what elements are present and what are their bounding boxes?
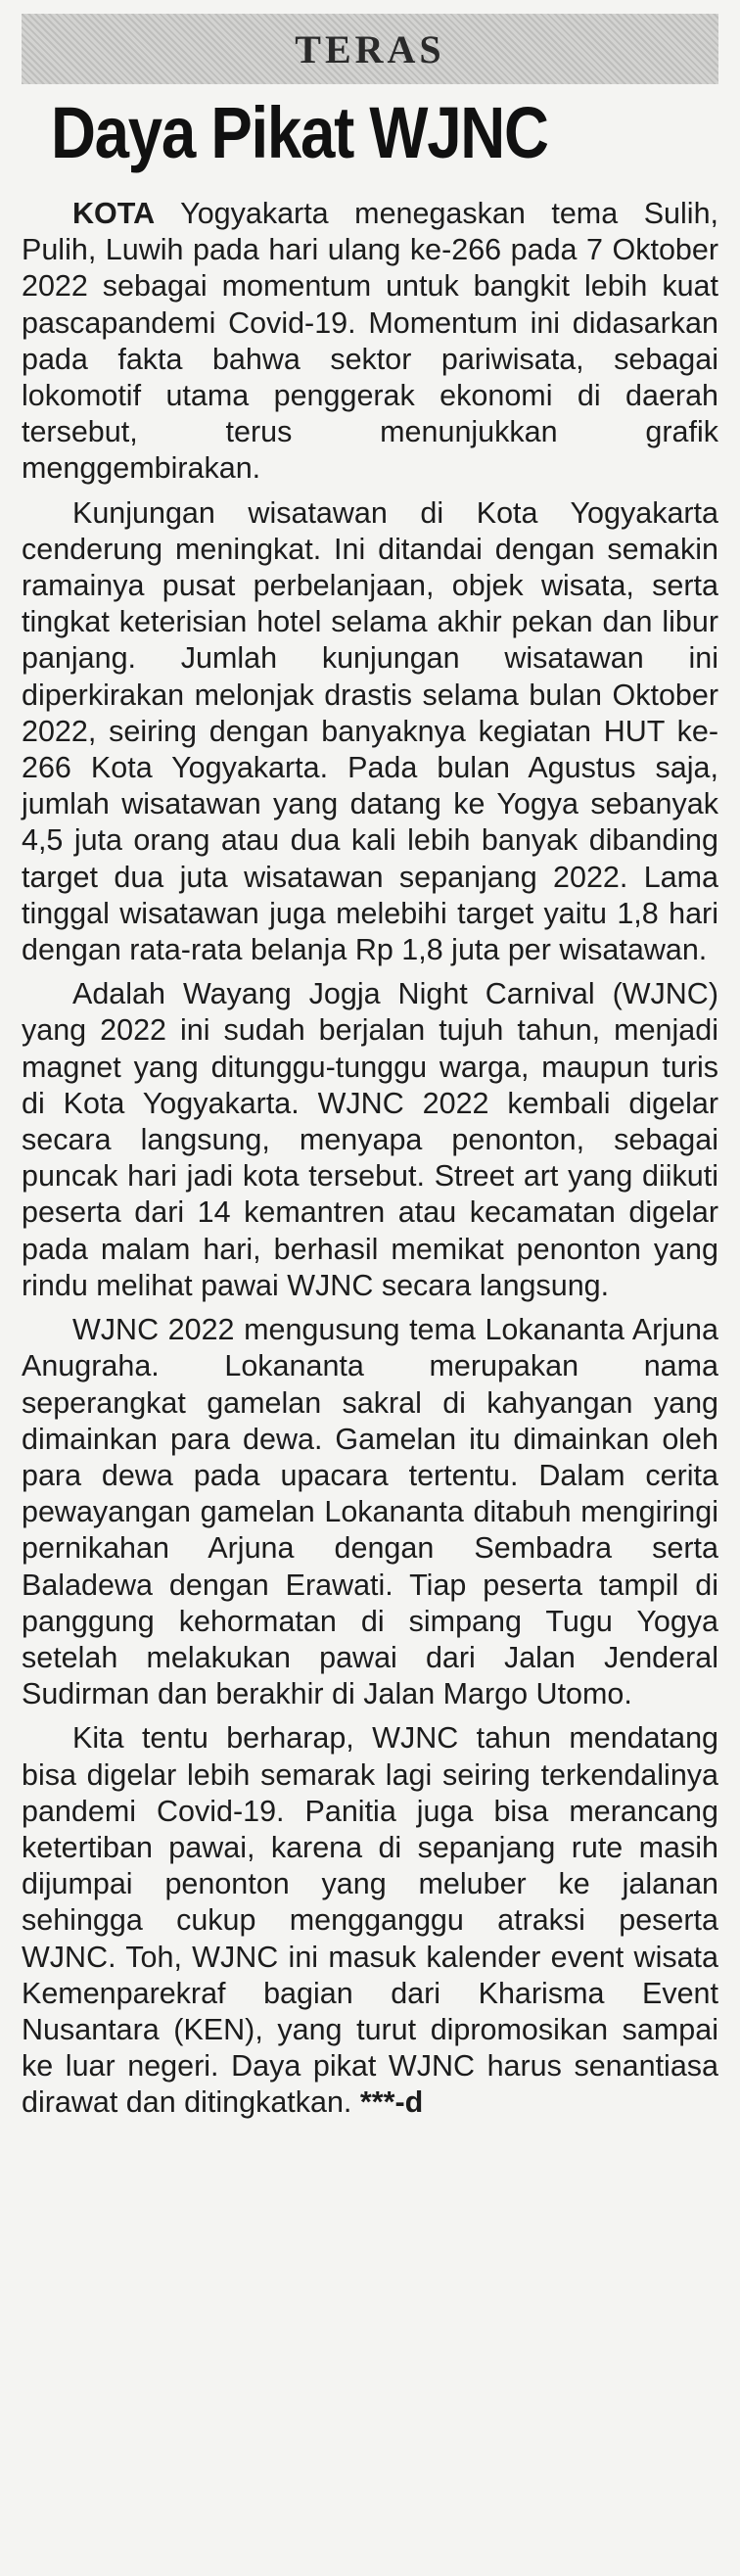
rubric-label: TERAS [295, 26, 445, 71]
lead-word: KOTA [72, 197, 156, 230]
paragraph-text: WJNC 2022 mengusung tema Lokananta Arjuna Anugraha. Lokananta merupakan nama seperangkat gamelan sakral di kahyangan yang dimainkan para dewa. Gamelan itu dimainkan oleh para dewa pada upacara tertentu. Dalam cerita pewayangan gamelan Lokananta ditabuh mengiringi pernikahan Arjuna dengan Sembadra serta Baladewa dengan Erawati. Tiap peserta tampil di panggung kehormatan di simpang Tugu Yogya setelah melakukan pawai dari Jalan Jenderal Sudirman dan berakhir di Jalan Margo Utomo. [22, 1313, 718, 1711]
author-sign: ***-d [359, 2085, 424, 2120]
headline: Daya Pikat WJNC [51, 92, 548, 173]
paragraph-text: Yogyakarta menegaskan tema Sulih, Pulih, Luwih pada hari ulang ke-266 pada 7 Oktober 2022 sebagai momentum untuk bangkit lebih kuat pascapandemi Covid-19. Momentum ini didasarkan pada fakta bahwa sektor pariwisata, sebagai lokomotif utama penggerak ekonomi di daerah tersebut, terus menunjukkan grafik menggembirakan. [22, 197, 718, 486]
paragraph-4 [22, 1312, 718, 1712]
paragraph-3 [22, 976, 718, 1304]
paragraph-5 [22, 1720, 718, 2121]
paragraph-text: Kunjungan wisatawan di Kota Yogyakarta cenderung meningkat. Ini ditandai dengan semakin ramainya pusat perbelanjaan, objek wisata, serta tingkat keterisian hotel selama akhir pekan dan libur panjang. Jumlah kunjungan wisatawan ini diperkirakan melonjak drastis selama bulan Oktober 2022, seiring dengan banyaknya kegiatan HUT ke-266 Kota Yogyakarta. Pada bulan Agustus saja, jumlah wisatawan yang datang ke Yogya sebanyak 4,5 juta orang atau dua kali lebih banyak dibanding target dua juta wisatawan sepanjang 2022. Lama tinggal wisatawan juga melebihi target yaitu 1,8 hari dengan rata-rata belanja Rp 1,8 juta per wisatawan. [22, 495, 718, 967]
paragraph-1 [22, 196, 718, 488]
paragraph-2 [22, 495, 718, 969]
paragraph-text: Adalah Wayang Jogja Night Carnival (WJNC) yang 2022 ini sudah berjalan tujuh tahun, menjadi magnet yang ditunggu-tunggu warga, maupun turis di Kota Yogyakarta. WJNC 2022 kembali digelar secara langsung, menyapa penonton, sebagai puncak hari jadi kota tersebut. Street art yang diikuti peserta dari 14 kemantren atau kecamatan digelar pada malam hari, berhasil memikat penonton yang rindu melihat pawai WJNC secara langsung. [22, 977, 718, 1302]
rubric-banner [22, 14, 718, 84]
paragraph-text: Kita tentu berharap, WJNC tahun mendatang bisa digelar lebih semarak lagi seiring terkendalinya pandemi Covid-19. Panitia juga bisa merancang ketertiban pawai, karena di sepanjang rute masih dijumpai penonton yang meluber ke jalanan sehingga cukup mengganggu atraksi peserta WJNC. Toh, WJNC ini masuk kalender event wisata Kemenparekraf bagian dari Kharisma Event Nusantara (KEN), yang turut dipromosikan sampai ke luar negeri. Daya pikat WJNC harus senantiasa dirawat dan ditingkatkan. [22, 1721, 718, 2120]
article-body [22, 196, 718, 2122]
